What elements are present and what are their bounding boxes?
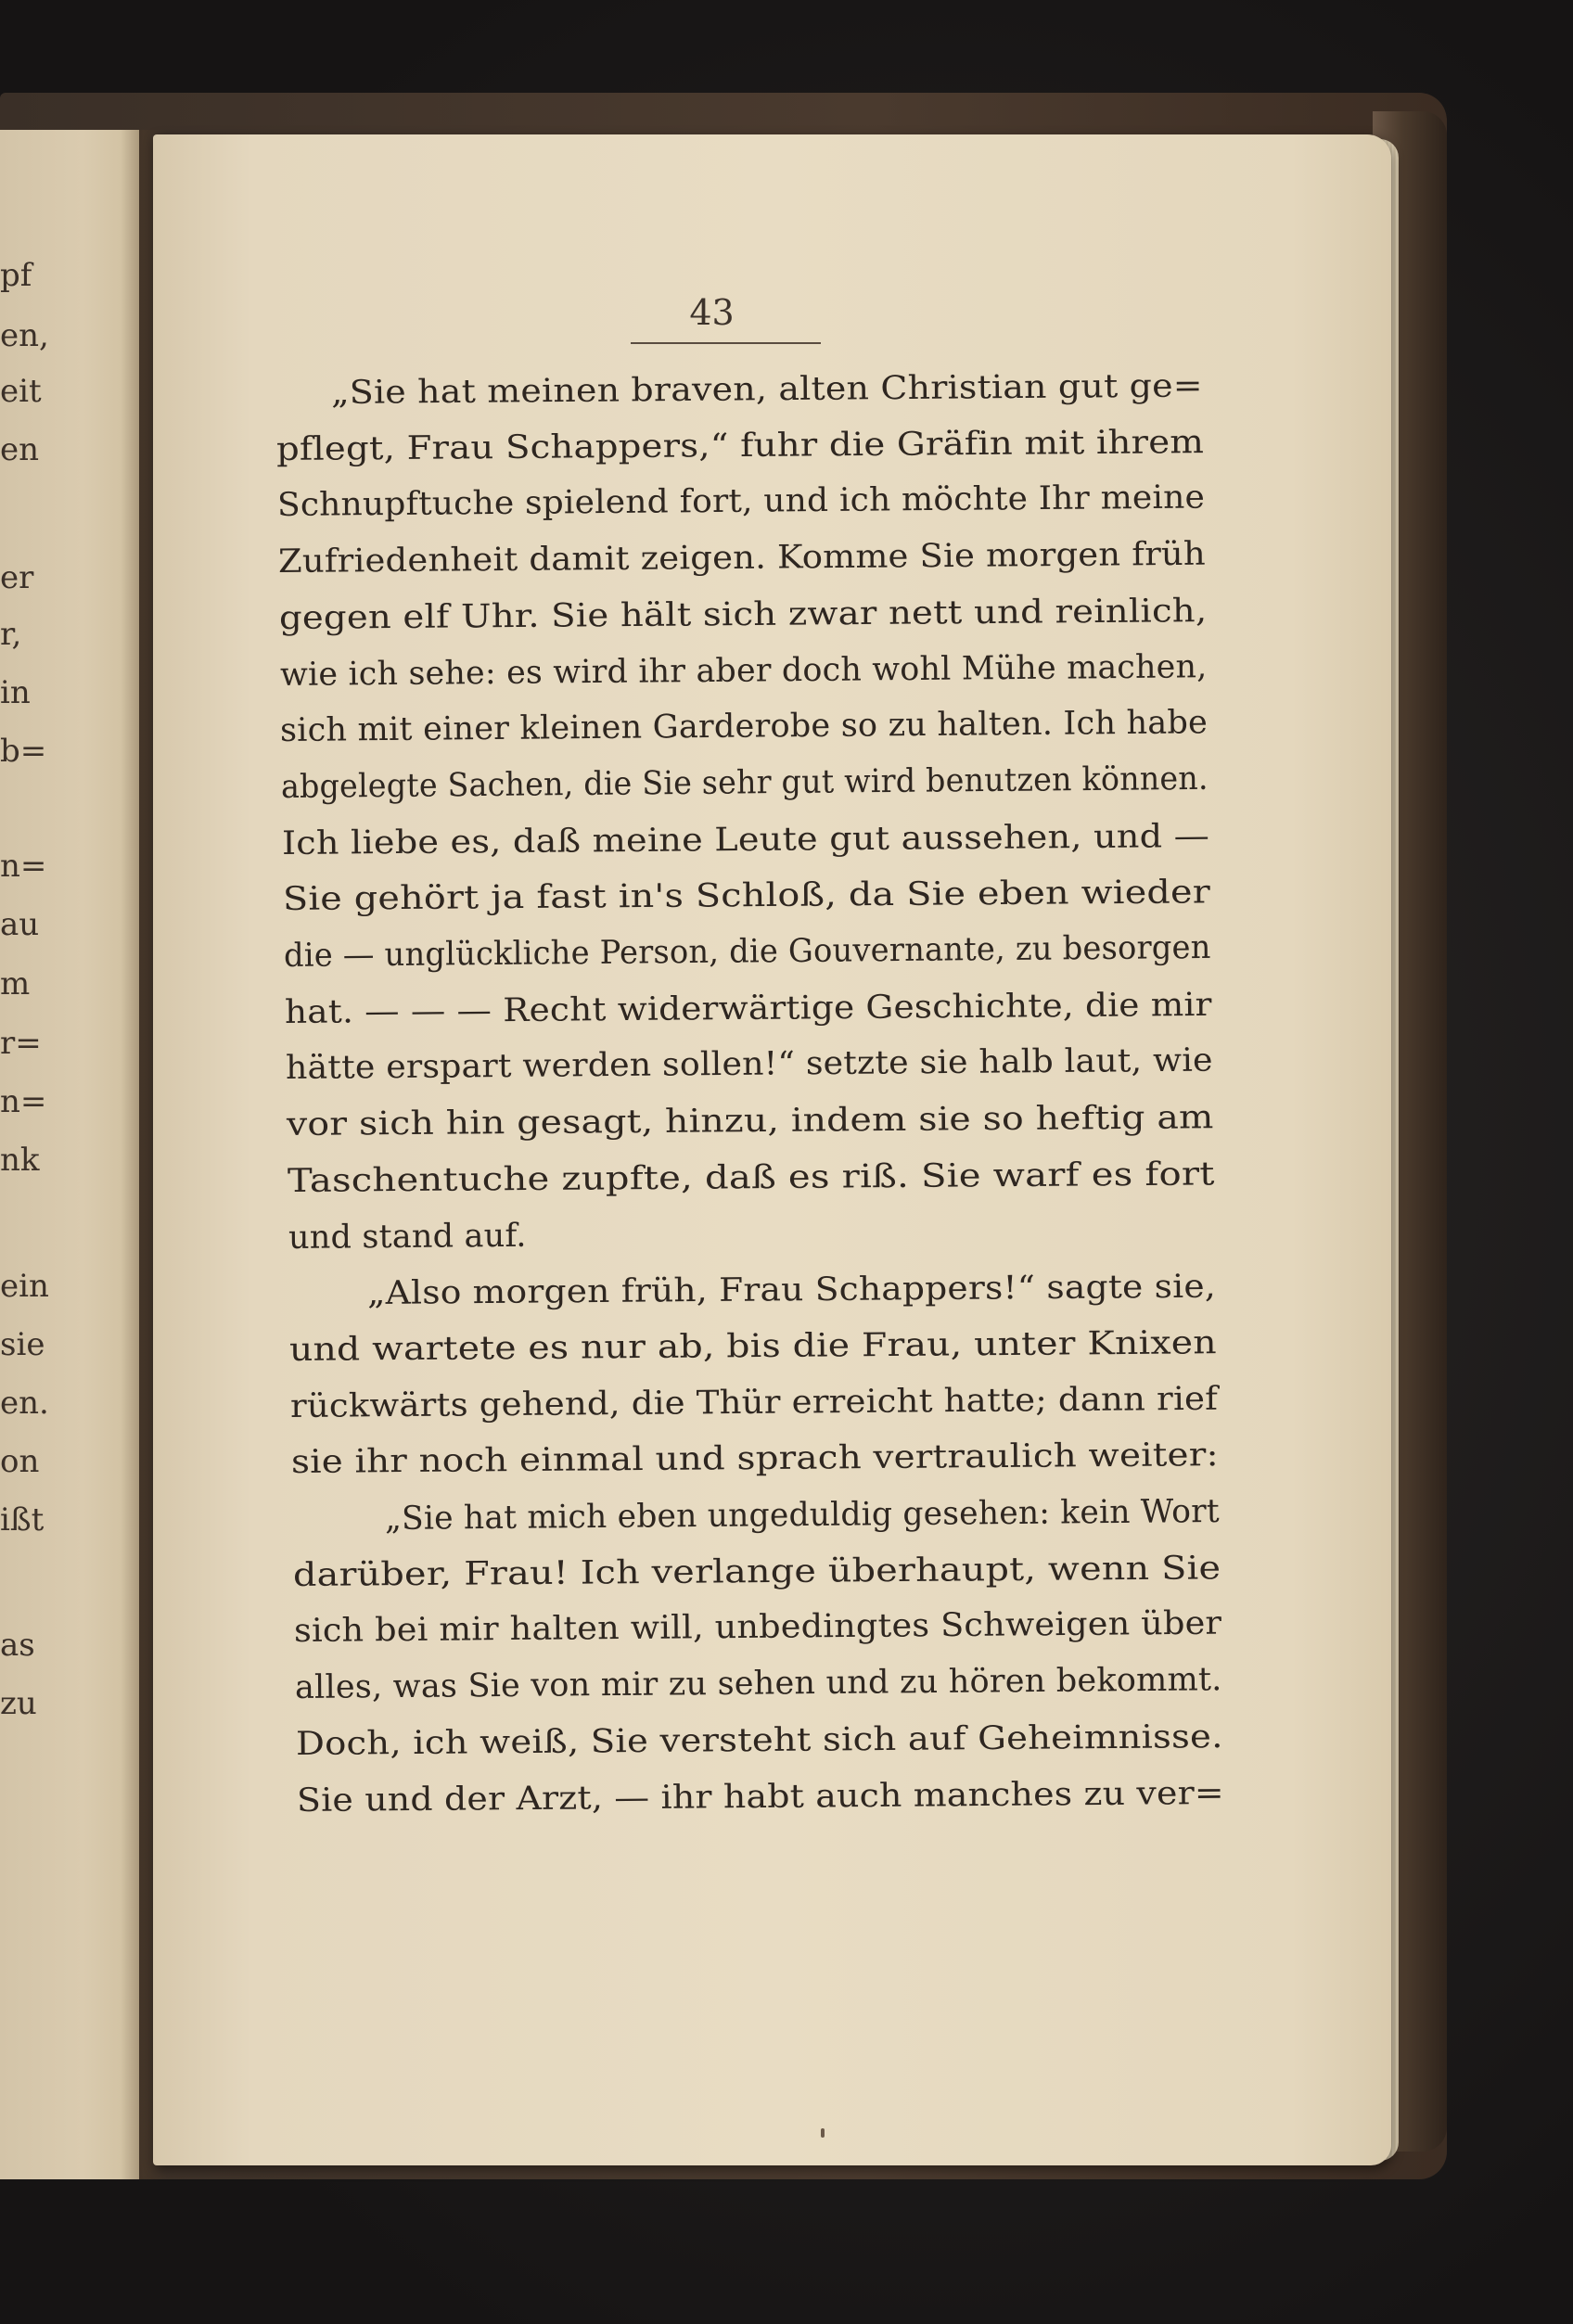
bottom-mark xyxy=(821,2128,825,2138)
text-line: pflegt, Frau Schappers,“ fuhr die Gräfin mit ihrem xyxy=(275,423,1205,468)
text-line: wie ich sehe: es wird ihr aber doch wohl Mühe machen, xyxy=(279,647,1208,694)
left-page-text-fragment: en xyxy=(0,431,40,468)
text-line: sie ihr noch einmal und sprach vertraulich weiter: xyxy=(290,1437,1220,1482)
text-line: sich bei mir halten will, unbedingtes Schweigen über xyxy=(293,1605,1222,1651)
left-page-text-fragment: er xyxy=(0,559,34,596)
left-page-text-fragment: zu xyxy=(0,1685,37,1722)
text-line: abgelegte Sachen, die Sie sehr gut wird benutzen können. xyxy=(281,760,1209,806)
left-page-text-fragment: b= xyxy=(0,733,47,770)
text-line: Ich liebe es, daß meine Leute gut aussehen, und — xyxy=(281,817,1210,862)
left-page-text-fragment: sie xyxy=(0,1326,45,1363)
left-page-text-fragment: pf xyxy=(0,257,32,294)
left-page-text-fragment: n= xyxy=(0,1083,47,1120)
text-line: und wartete es nur ab, bis die Frau, unter Knixen xyxy=(289,1324,1218,1369)
left-page-text-fragment: m xyxy=(0,965,31,1002)
left-page-text-fragment: ein xyxy=(0,1268,49,1305)
text-line: alles, was Sie von mir zu sehen und zu hören bekommt. xyxy=(294,1661,1222,1707)
text-line: und stand auf. xyxy=(288,1217,527,1257)
previous-page-fragment xyxy=(0,130,139,2179)
text-line: sich mit einer kleinen Garderobe so zu halten. Ich habe xyxy=(280,704,1209,750)
text-line: „Also morgen früh, Frau Schappers!“ sagte sie, xyxy=(367,1268,1217,1313)
book-page xyxy=(153,134,1391,2165)
text-line: Sie gehört ja fast in's Schloß, da Sie eben wieder xyxy=(282,874,1211,919)
left-page-text-fragment: r= xyxy=(0,1025,42,1062)
text-line: die — unglückliche Person, die Gouvernante, zu besorgen xyxy=(283,928,1211,975)
text-line: vor sich hin gesagt, hinzu, indem sie so heftig am xyxy=(286,1099,1214,1144)
left-page-text-fragment: ißt xyxy=(0,1501,45,1539)
left-page-text-fragment: n= xyxy=(0,848,47,885)
left-page-text-fragment: as xyxy=(0,1627,35,1664)
header-rule xyxy=(631,342,821,344)
left-page-text-fragment: au xyxy=(0,906,40,943)
text-line: Doch, ich weiß, Sie versteht sich auf Geheimnisse. xyxy=(295,1717,1223,1763)
text-line: Taschentuche zupfte, daß es riß. Sie warf es fort xyxy=(287,1156,1215,1200)
text-line: Zufriedenheit damit zeigen. Komme Sie morgen früh xyxy=(277,535,1206,581)
text-line: Sie und der Arzt, — ihr habt auch manches zu ver= xyxy=(296,1774,1224,1820)
left-page-text-fragment: on xyxy=(0,1443,40,1480)
text-line: darüber, Frau! Ich verlange überhaupt, wenn Sie xyxy=(292,1549,1221,1594)
left-page-text-fragment: in xyxy=(0,674,31,711)
text-line: „Sie hat mich eben ungeduldig gesehen: kein Wort xyxy=(384,1493,1221,1538)
text-line: rückwärts gehend, die Thür erreicht hatte; dann rief xyxy=(289,1380,1219,1425)
page-number: 43 xyxy=(689,292,735,333)
left-page-text-fragment: en, xyxy=(0,317,49,354)
text-line: Schnupftuche spielend fort, und ich möchte Ihr meine xyxy=(276,479,1206,525)
text-line: „Sie hat meinen braven, alten Christian gut ge= xyxy=(330,367,1203,412)
left-page-text-fragment: r, xyxy=(0,616,22,653)
left-page-text-fragment: eit xyxy=(0,373,42,410)
text-line: hat. — — — Recht widerwärtige Geschichte, die mir xyxy=(284,986,1212,1031)
left-page-text-fragment: nk xyxy=(0,1142,40,1179)
left-page-text-fragment: en. xyxy=(0,1385,49,1422)
text-line: gegen elf Uhr. Sie hält sich zwar nett und reinlich, xyxy=(278,592,1208,637)
text-line: hätte erspart werden sollen!“ setzte sie halb laut, wie xyxy=(285,1041,1213,1088)
